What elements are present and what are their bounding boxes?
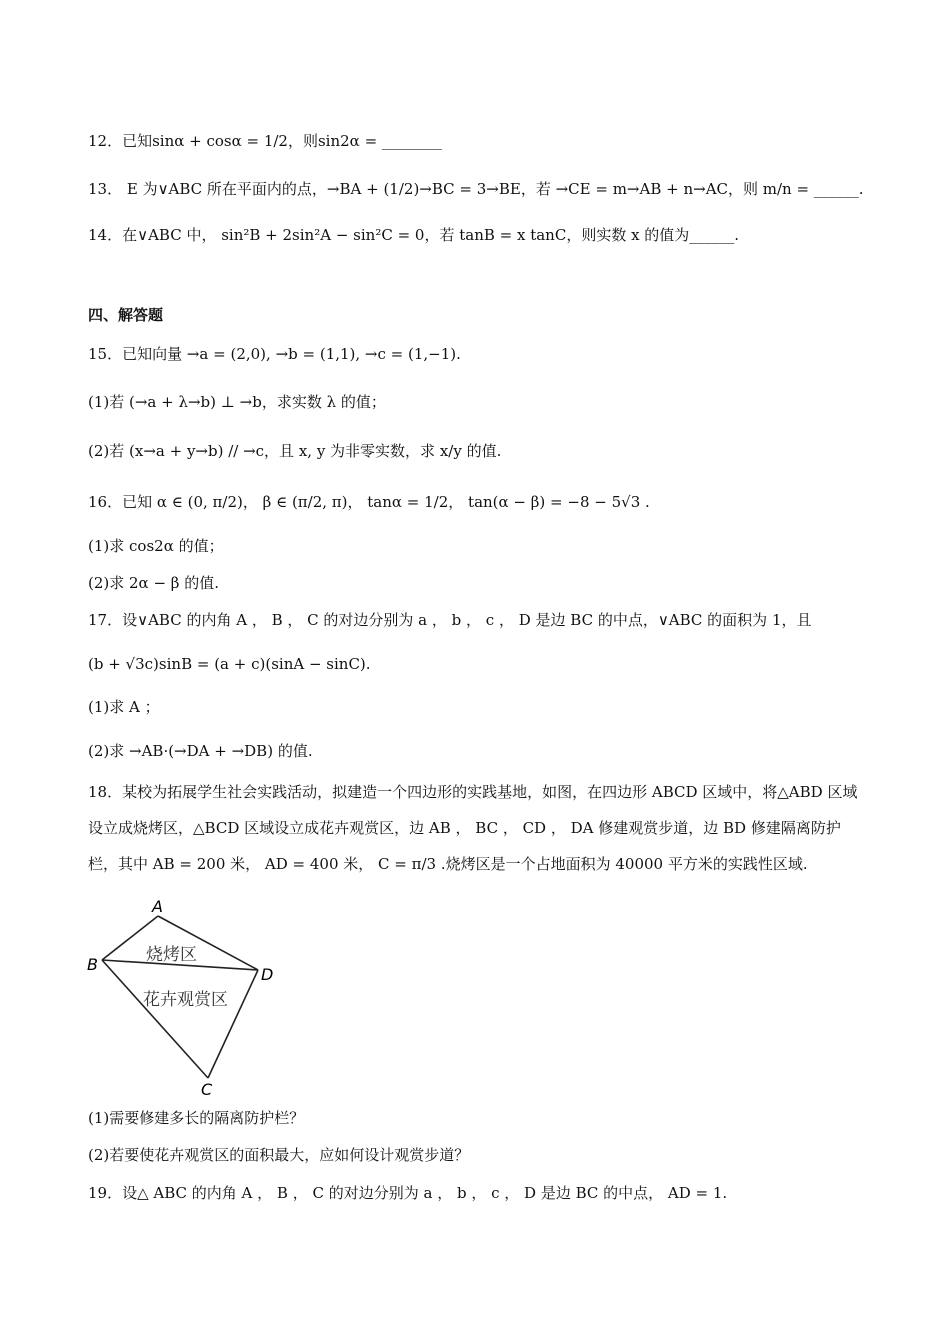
region-label-flower: 花卉观赏区 [143,990,228,1010]
region-label-bbq: 烧烤区 [146,945,197,965]
section-heading: 四、解答题 [88,306,164,324]
quadrilateral-diagram [80,896,300,1102]
question-17-part-2: (2)求 →AB·(→DA + →DB) 的值. [88,742,313,760]
question-16-part-1: (1)求 cos2α 的值； [88,537,224,555]
question-17-part-1: (1)求 A ； [88,698,160,716]
question-16-part-2: (2)求 2α − β 的值. [88,574,220,592]
question-18: 18．某校为拓展学生社会实践活动，拟建造一个四边形的实践基地，如图，在四边形 ABCD 区域中，将△ABD 区域设立成烧烤区，△BCD 区域设立成花卉观赏区，边 AB ， BC ， CD ， DA 修建观赏步道，边 BD 修建隔离防护栏，其中 AB = 200 米， AD = 400 米， C = π/3 .烧烤区是一个占地面积为 40000 平方米的实践性区域. [88,783,858,873]
question-14: 14．在∨ABC 中， sin²B + 2sin²A − sin²C = 0，若 tanB = x tanC，则实数 x 的值为______. [88,226,740,244]
question-17: 17．设∨ABC 的内角 A ， B ， C 的对边分别为 a ， b ， c ， D 是边 BC 的中点，∨ABC 的面积为 1，且 [88,611,812,629]
question-15-part-1: (1)若 (→a + λ→b) ⊥ →b，求实数 λ 的值； [88,393,386,411]
vertex-label-b: B [87,955,98,974]
question-19: 19．设△ ABC 的内角 A ， B ， C 的对边分别为 a ， b ， c ， D 是边 BC 的中点， AD = 1. [88,1184,728,1202]
vertex-label-d: D [261,965,274,984]
question-16: 16．已知 α ∈ (0, π/2)， β ∈ (π/2, π)， tanα = 1/2， tan(α − β) = −8 − 5√3 . [88,493,650,511]
vertex-label-c: C [201,1080,213,1099]
edge-bc [102,960,208,1078]
question-13: 13． E 为∨ABC 所在平面内的点，→BA + (1/2)→BC = 3→BE，若 →CE = m→AB + n→AC，则 m/n = ______. [88,180,864,198]
question-17-equation: (b + √3c)sinB = (a + c)(sinA − sinC). [88,655,371,673]
edge-cd [208,970,258,1078]
question-15-part-2: (2)若 (x→a + y→b) // →c，且 x, y 为非零实数，求 x/y 的值. [88,442,502,460]
vertex-label-a: A [152,897,163,916]
question-18-part-1: (1)需要修建多长的隔离防护栏？ [88,1109,305,1127]
question-15: 15．已知向量 →a = (2,0), →b = (1,1), →c = (1,−1). [88,345,461,363]
question-18-part-2: (2)若要使花卉观赏区的面积最大，应如何设计观赏步道？ [88,1146,470,1164]
question-12: 12．已知sinα + cosα = 1/2，则sin2α = ________ [88,132,442,150]
